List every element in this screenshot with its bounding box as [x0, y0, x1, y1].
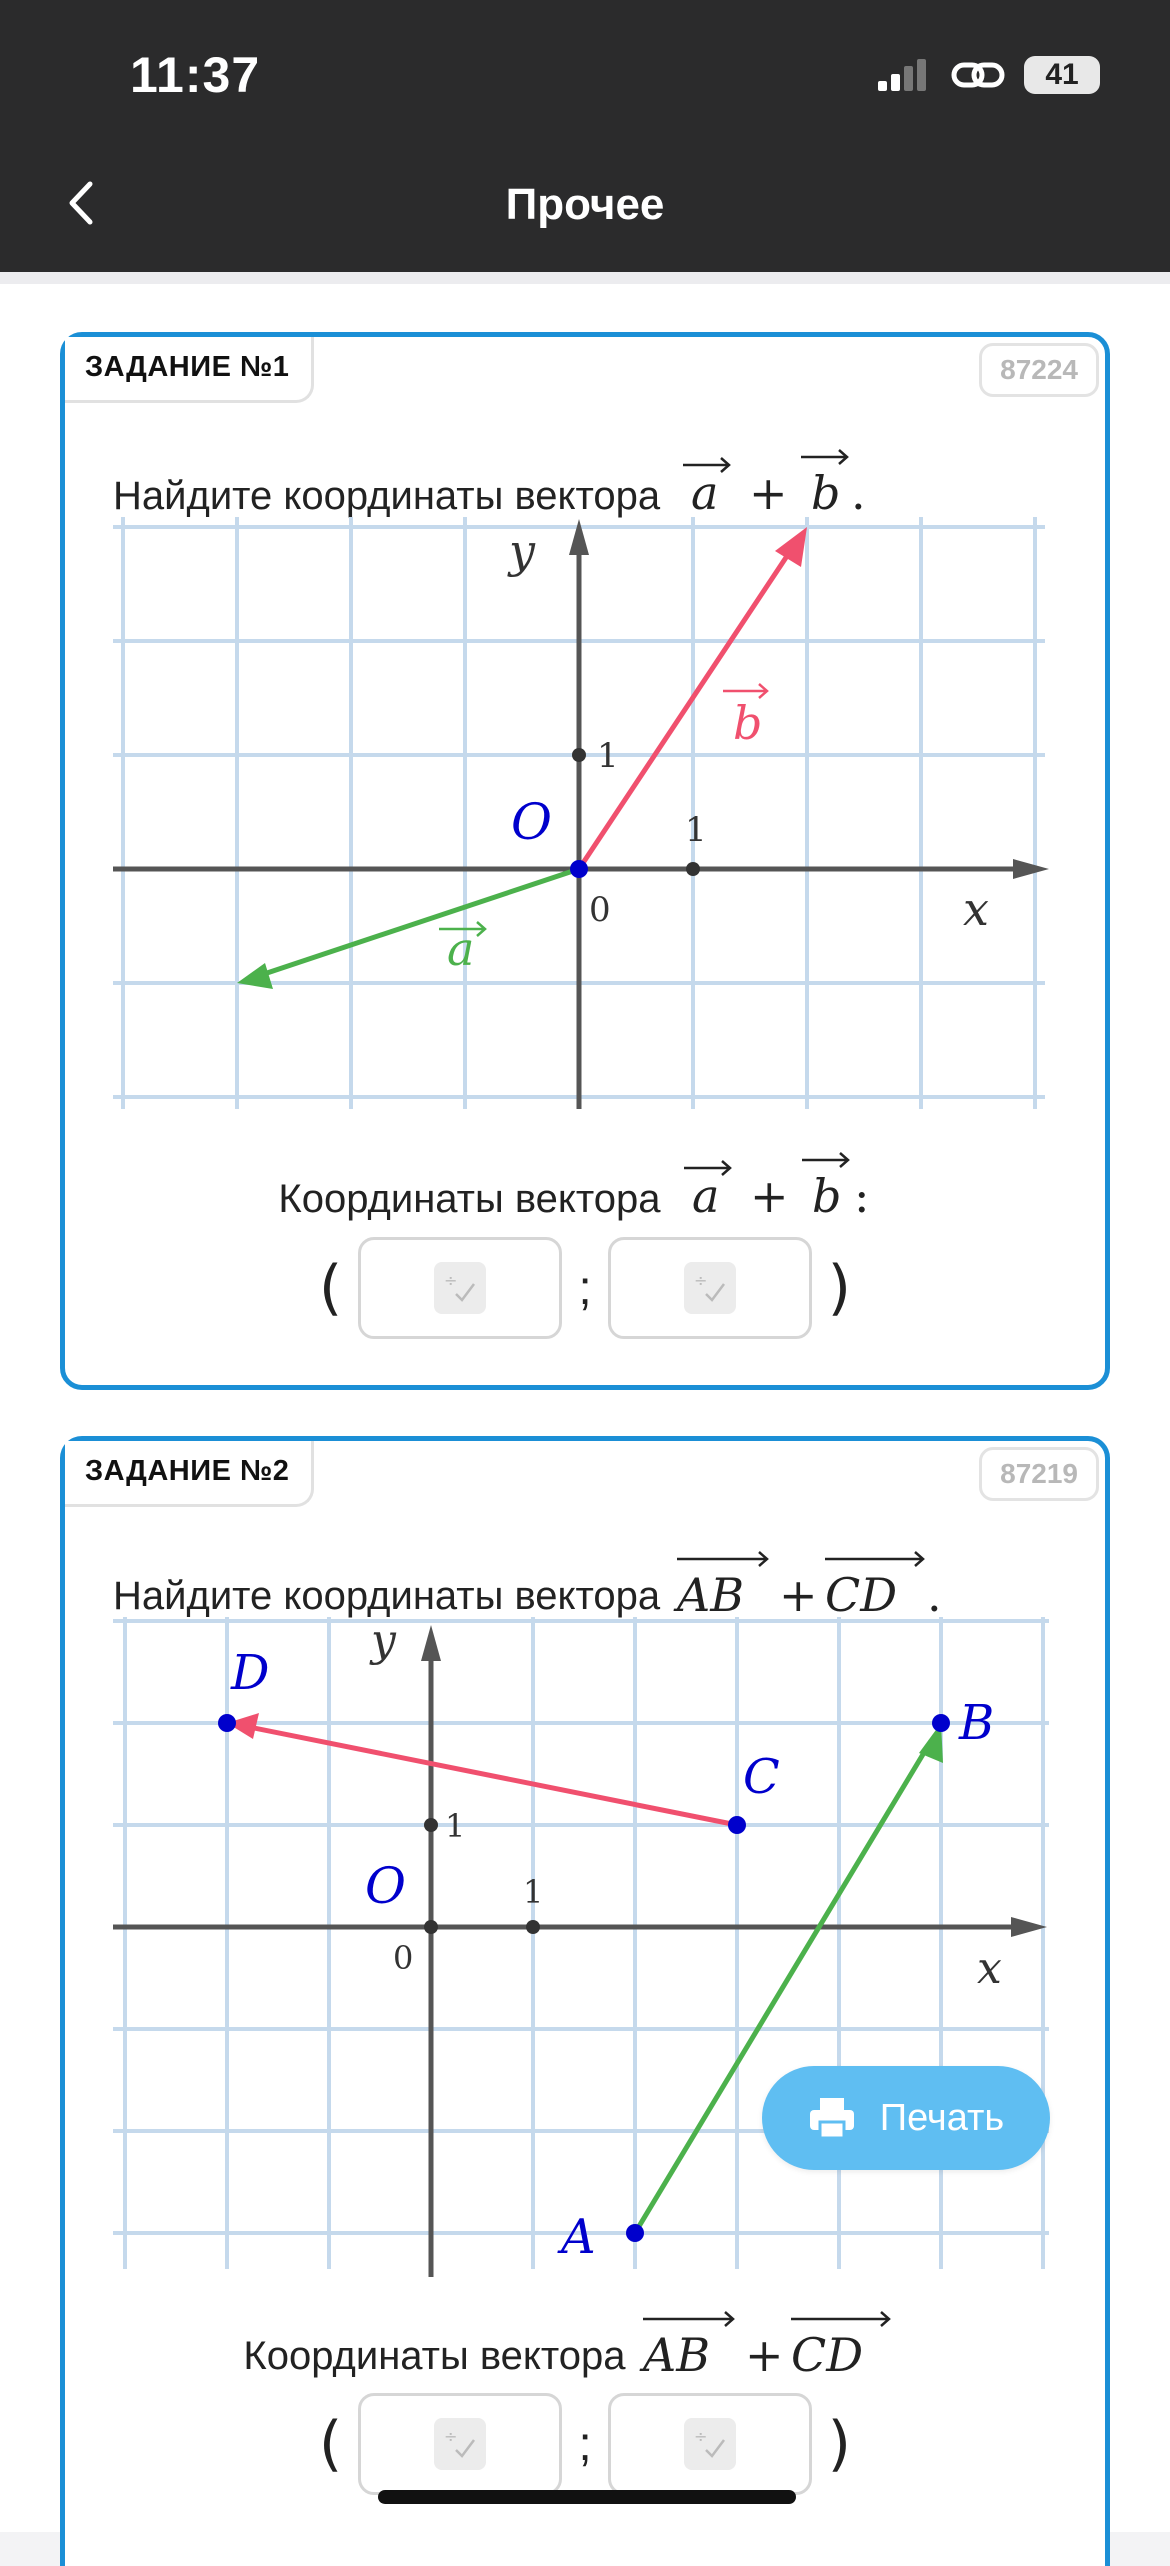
zero-label: 0 [589, 890, 611, 930]
svg-text:CD: CD [825, 1568, 898, 1622]
svg-text:+: + [749, 1169, 789, 1223]
task-tag: ЗАДАНИЕ №2 [65, 1441, 314, 1507]
origin-point [570, 860, 588, 878]
formula-dot: . [851, 466, 866, 520]
top-bar [0, 0, 1170, 272]
close-paren: ) [827, 2409, 852, 2479]
answer-label-text: Координаты вектора [243, 2334, 626, 2378]
unit-x-point [526, 1920, 540, 1934]
formula-plus: + [749, 466, 788, 520]
coordinate-graph-2 [113, 1617, 1053, 2277]
formula-a: a [691, 466, 719, 520]
page-title: Прочее [505, 180, 665, 229]
svg-text:+: + [744, 2328, 784, 2382]
answer-label-text: Координаты вектора [278, 1177, 661, 1221]
unit-y-point [572, 748, 586, 762]
origin-point [424, 1920, 438, 1934]
print-button-label: Печать [879, 2096, 1005, 2139]
task-id: 87219 [979, 1447, 1099, 1501]
svg-text:.: . [927, 1568, 942, 1622]
answer-row [65, 2393, 1105, 2495]
unit-y-point [424, 1818, 438, 1832]
svg-text:AB: AB [642, 2328, 710, 2382]
calculator-icon [684, 1262, 736, 1314]
answer-y-input[interactable] [608, 2393, 812, 2495]
answer-formula [672, 1152, 892, 1232]
task-card-2 [60, 1436, 1110, 2566]
answer-y-input[interactable] [608, 1237, 812, 1339]
one-x-label: 1 [523, 1873, 544, 1911]
answer-x-input[interactable] [358, 1237, 562, 1339]
x-axis-arrow [1013, 859, 1049, 879]
point-d-label: D [231, 1645, 270, 1701]
answer-label [65, 1152, 1105, 1232]
svg-text:÷: ÷ [444, 1271, 458, 1290]
calculator-icon [434, 1262, 486, 1314]
point-a-label: A [561, 2209, 596, 2265]
origin-label: O [365, 1857, 406, 1915]
link-icon [950, 57, 1008, 93]
svg-text:÷: ÷ [693, 2427, 708, 2446]
answer-x-input[interactable] [358, 2393, 562, 2495]
open-paren: ( [318, 2409, 343, 2479]
question-label: Найдите координаты вектора [113, 474, 661, 518]
battery-icon: 41 [1024, 56, 1100, 94]
x-axis-label: x [963, 882, 989, 936]
one-y-label: 1 [597, 736, 619, 776]
answer-formula [637, 2309, 927, 2389]
y-axis-label: y [509, 524, 535, 578]
point-c-label: C [743, 1749, 780, 1805]
y-axis-arrow [569, 519, 589, 555]
close-paren: ) [827, 1253, 852, 1323]
point-b-label: B [959, 1695, 995, 1751]
y-axis-label: y [371, 1617, 396, 1666]
calculator-icon [684, 2418, 736, 2470]
divider [0, 272, 1170, 284]
calculator-icon [434, 2418, 486, 2470]
one-y-label: 1 [445, 1807, 466, 1845]
svg-text:÷: ÷ [444, 2427, 458, 2446]
printer-icon [808, 2096, 856, 2140]
task-id: 87224 [979, 343, 1099, 397]
x-axis-label: x [977, 1943, 1002, 1994]
signal-icon [874, 57, 934, 93]
vector-a [255, 869, 579, 977]
answer-row [65, 1237, 1105, 1339]
vector-b-arrowhead [775, 527, 807, 567]
svg-text:+: + [779, 1568, 818, 1622]
origin-label: O [511, 793, 552, 851]
coordinate-graph-1 [113, 517, 1053, 1117]
formula-b: b [811, 466, 841, 520]
status-icons [874, 56, 1100, 94]
status-time: 11:37 [130, 47, 261, 103]
answer-label [65, 2309, 1105, 2389]
zero-label: 0 [393, 1939, 414, 1977]
vector-b-label: b [733, 696, 763, 750]
svg-text:÷: ÷ [693, 1271, 708, 1290]
print-button[interactable] [762, 2066, 1050, 2170]
separator: ; [578, 2417, 592, 2471]
task-card-1 [60, 332, 1110, 1390]
y-axis-arrow [421, 1625, 441, 1661]
svg-text:a: a [691, 1169, 720, 1223]
separator: ; [578, 1261, 592, 1315]
svg-text::: : [853, 1169, 870, 1223]
one-x-label: 1 [685, 810, 707, 850]
svg-text:b: b [811, 1169, 842, 1223]
unit-x-point [686, 862, 700, 876]
point-b [932, 1714, 950, 1732]
open-paren: ( [318, 1253, 343, 1323]
vector-a-arrowhead [237, 963, 273, 989]
home-indicator[interactable] [378, 2490, 796, 2504]
point-c [728, 1816, 746, 1834]
point-a [626, 2224, 644, 2242]
point-d [218, 1714, 236, 1732]
svg-text:AB: AB [677, 1568, 745, 1622]
svg-text:CD: CD [790, 2328, 863, 2382]
vector-cd [249, 1727, 737, 1825]
question-label: Найдите координаты вектора [113, 1574, 661, 1618]
task-tag: ЗАДАНИЕ №1 [65, 337, 314, 403]
vector-a-label: a [447, 922, 475, 976]
